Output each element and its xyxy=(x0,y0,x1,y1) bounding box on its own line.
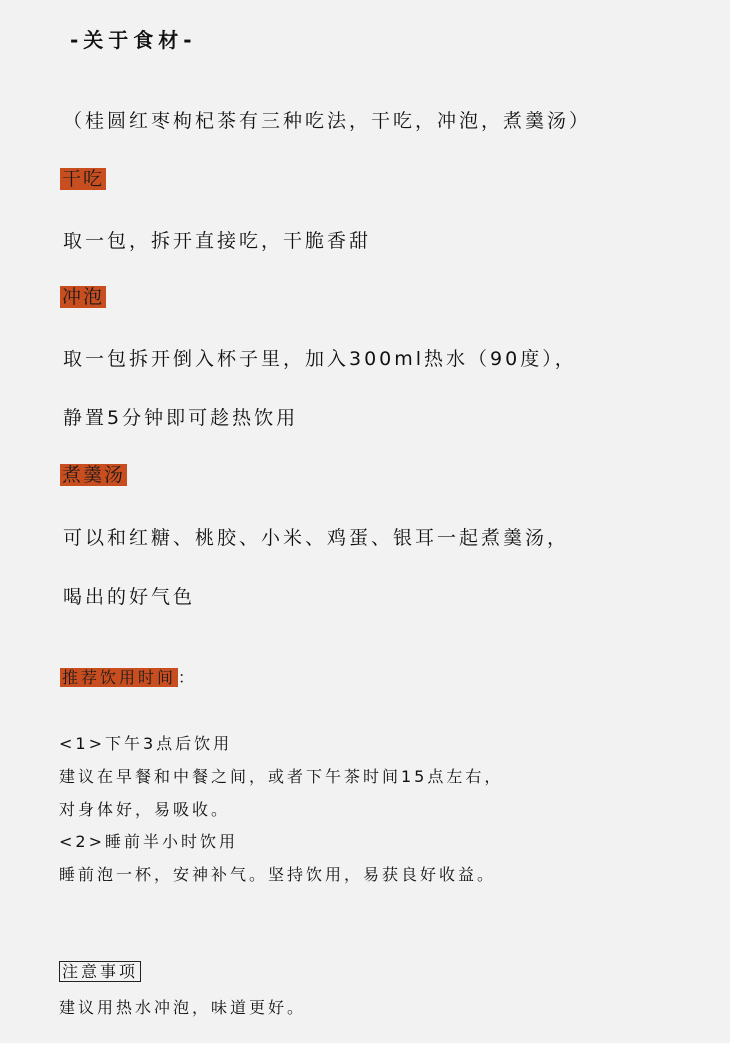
time-section-heading xyxy=(60,665,197,688)
method-brew-line-2: 静置5分钟即可趁热饮用 xyxy=(63,407,299,429)
highlight-label: 干吃 xyxy=(62,168,105,190)
time-line-3: 对身体好，易吸收。 xyxy=(59,800,231,819)
method-dry-line-1: 取一包，拆开直接吃，干脆香甜 xyxy=(63,230,372,252)
time-line-1: <1>下午3点后饮用 xyxy=(59,734,233,753)
notice-heading xyxy=(59,962,141,982)
time-line-4: <2>睡前半小时饮用 xyxy=(59,832,238,851)
page-title: -关于食材- xyxy=(70,28,197,52)
method-soup-line-2: 喝出的好气色 xyxy=(63,586,196,608)
highlight-label: 推荐饮用时间 xyxy=(62,668,177,687)
highlight-label: 煮羹汤 xyxy=(62,464,126,486)
time-line-5: 睡前泡一杯，安神补气。坚持饮用，易获良好收益。 xyxy=(59,865,497,884)
method-label-dry xyxy=(60,170,106,189)
notice-text: 建议用热水冲泡，味道更好。 xyxy=(59,998,307,1017)
intro-text: （桂圆红枣枸杞茶有三种吃法，干吃，冲泡，煮羹汤） xyxy=(63,110,592,132)
method-brew-line-1: 取一包拆开倒入杯子里，加入300ml热水（90度）， xyxy=(63,348,577,370)
heading-colon: ： xyxy=(178,668,198,687)
time-line-2: 建议在早餐和中餐之间，或者下午茶时间15点左右， xyxy=(59,767,504,786)
highlight-label: 冲泡 xyxy=(62,286,105,308)
notice-label: 注意事项 xyxy=(59,961,141,982)
method-label-brew xyxy=(60,288,106,307)
method-soup-line-1: 可以和红糖、桃胶、小米、鸡蛋、银耳一起煮羹汤， xyxy=(63,527,570,549)
method-label-soup xyxy=(60,466,127,485)
